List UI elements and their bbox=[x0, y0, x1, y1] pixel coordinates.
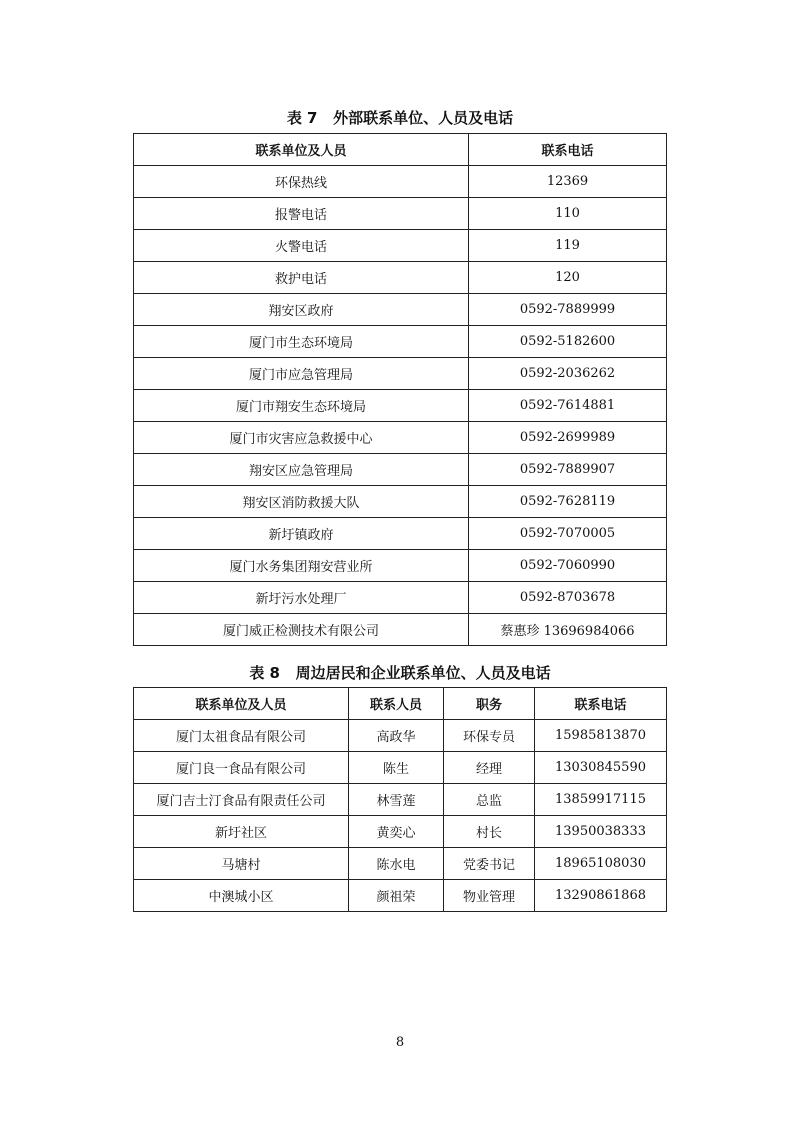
cell-position: 党委书记 bbox=[444, 848, 535, 880]
cell-phone: 13950038333 bbox=[535, 816, 667, 848]
cell-contact-person: 高政华 bbox=[349, 720, 444, 752]
table-row bbox=[134, 454, 667, 486]
table-row bbox=[134, 422, 667, 454]
table-header-row bbox=[134, 134, 667, 166]
external-contacts-table bbox=[133, 133, 667, 646]
table-row bbox=[134, 262, 667, 294]
cell-position: 物业管理 bbox=[444, 880, 535, 912]
cell-phone: 0592-5182600 bbox=[469, 326, 667, 358]
cell-phone: 15985813870 bbox=[535, 720, 667, 752]
table-row bbox=[134, 550, 667, 582]
cell-phone: 13859917115 bbox=[535, 784, 667, 816]
table-row bbox=[134, 166, 667, 198]
table-7-caption: 表 7 外部联系单位、人员及电话 bbox=[286, 109, 514, 127]
cell-unit: 火警电话 bbox=[134, 230, 469, 262]
column-header-contact-person: 联系人员 bbox=[349, 688, 444, 720]
column-header-unit: 联系单位及人员 bbox=[134, 688, 349, 720]
table-row bbox=[134, 880, 667, 912]
table-header-row bbox=[134, 688, 667, 720]
cell-contact-person: 黄奕心 bbox=[349, 816, 444, 848]
column-header-phone: 联系电话 bbox=[469, 134, 667, 166]
table-row bbox=[134, 614, 667, 646]
cell-unit: 新圩社区 bbox=[134, 816, 349, 848]
cell-phone: 0592-7889907 bbox=[469, 454, 667, 486]
cell-unit: 新圩污水处理厂 bbox=[134, 582, 469, 614]
cell-unit: 厦门威正检测技术有限公司 bbox=[134, 614, 469, 646]
cell-position: 环保专员 bbox=[444, 720, 535, 752]
cell-phone: 110 bbox=[469, 198, 667, 230]
cell-unit: 新圩镇政府 bbox=[134, 518, 469, 550]
cell-unit: 翔安区消防救援大队 bbox=[134, 486, 469, 518]
column-header-phone: 联系电话 bbox=[535, 688, 667, 720]
cell-phone: 18965108030 bbox=[535, 848, 667, 880]
cell-unit: 厦门市灾害应急救援中心 bbox=[134, 422, 469, 454]
cell-contact-person: 林雪莲 bbox=[349, 784, 444, 816]
cell-unit: 厦门市应急管理局 bbox=[134, 358, 469, 390]
cell-phone: 13030845590 bbox=[535, 752, 667, 784]
cell-phone: 0592-7060990 bbox=[469, 550, 667, 582]
table-row bbox=[134, 358, 667, 390]
cell-contact-person: 陈水电 bbox=[349, 848, 444, 880]
cell-phone: 12369 bbox=[469, 166, 667, 198]
cell-phone: 0592-7889999 bbox=[469, 294, 667, 326]
cell-unit: 救护电话 bbox=[134, 262, 469, 294]
cell-phone: 0592-2036262 bbox=[469, 358, 667, 390]
table-row bbox=[134, 326, 667, 358]
cell-phone: 0592-7614881 bbox=[469, 390, 667, 422]
table-row bbox=[134, 752, 667, 784]
cell-unit: 厦门市翔安生态环境局 bbox=[134, 390, 469, 422]
cell-phone: 0592-7628119 bbox=[469, 486, 667, 518]
cell-position: 村长 bbox=[444, 816, 535, 848]
table-row bbox=[134, 294, 667, 326]
cell-phone: 120 bbox=[469, 262, 667, 294]
cell-phone: 蔡惠珍 13696984066 bbox=[469, 614, 667, 646]
cell-phone: 119 bbox=[469, 230, 667, 262]
cell-unit: 厦门市生态环境局 bbox=[134, 326, 469, 358]
table-row bbox=[134, 582, 667, 614]
page-number: 8 bbox=[395, 1035, 405, 1050]
table-row bbox=[134, 848, 667, 880]
table-row bbox=[134, 486, 667, 518]
cell-unit: 翔安区应急管理局 bbox=[134, 454, 469, 486]
cell-phone: 0592-2699989 bbox=[469, 422, 667, 454]
cell-unit: 厦门良一食品有限公司 bbox=[134, 752, 349, 784]
cell-unit: 厦门水务集团翔安营业所 bbox=[134, 550, 469, 582]
table-row bbox=[134, 390, 667, 422]
table-row bbox=[134, 230, 667, 262]
cell-phone: 0592-8703678 bbox=[469, 582, 667, 614]
cell-position: 总监 bbox=[444, 784, 535, 816]
column-header-unit: 联系单位及人员 bbox=[134, 134, 469, 166]
cell-unit: 马塘村 bbox=[134, 848, 349, 880]
cell-phone: 0592-7070005 bbox=[469, 518, 667, 550]
column-header-position: 职务 bbox=[444, 688, 535, 720]
cell-phone: 13290861868 bbox=[535, 880, 667, 912]
cell-unit: 厦门太祖食品有限公司 bbox=[134, 720, 349, 752]
cell-unit: 厦门吉士汀食品有限责任公司 bbox=[134, 784, 349, 816]
cell-contact-person: 颜祖荣 bbox=[349, 880, 444, 912]
cell-unit: 中澳城小区 bbox=[134, 880, 349, 912]
table-row bbox=[134, 518, 667, 550]
cell-contact-person: 陈生 bbox=[349, 752, 444, 784]
cell-unit: 环保热线 bbox=[134, 166, 469, 198]
cell-unit: 报警电话 bbox=[134, 198, 469, 230]
nearby-residents-enterprises-table bbox=[133, 687, 667, 912]
table-row bbox=[134, 720, 667, 752]
table-row bbox=[134, 816, 667, 848]
table-8-caption: 表 8 周边居民和企业联系单位、人员及电话 bbox=[249, 664, 551, 682]
cell-unit: 翔安区政府 bbox=[134, 294, 469, 326]
cell-position: 经理 bbox=[444, 752, 535, 784]
table-row bbox=[134, 784, 667, 816]
table-row bbox=[134, 198, 667, 230]
